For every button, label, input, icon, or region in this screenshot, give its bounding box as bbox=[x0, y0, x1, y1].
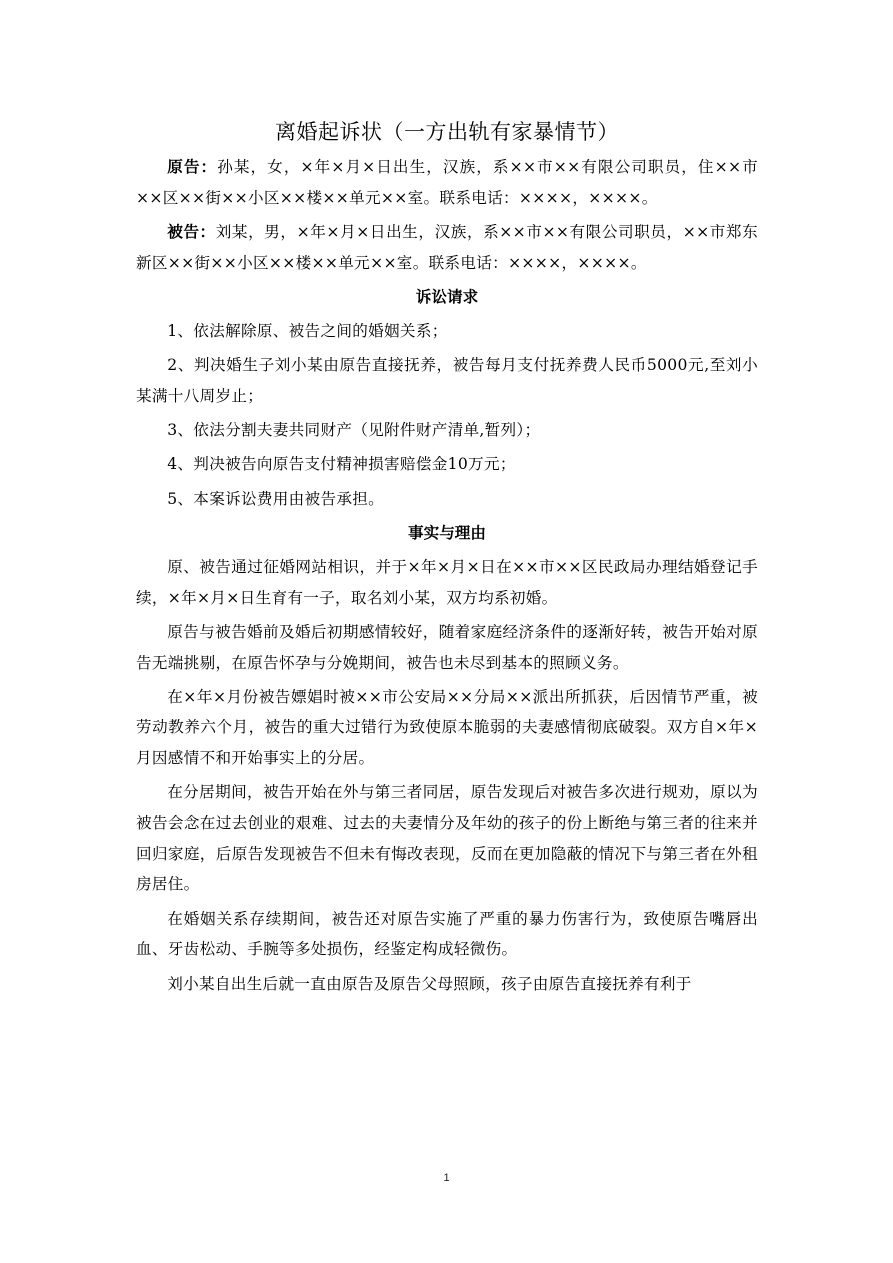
facts-paragraph: 在×年×月份被告嫖娼时被××市公安局××分局××派出所抓获，后因情节严重，被劳动教养六个月，被告的重大过错行为致使原本脆弱的夫妻感情彻底破裂。双方自×年×月因感情不和开始事实上的分居。 bbox=[136, 687, 758, 768]
claim-item: 3、依法分割夫妻共同财产（见附件财产清单,暂列）； bbox=[167, 421, 541, 440]
claim-item: 2、判决婚生子刘小某由原告直接抚养，被告每月支付抚养费人民币5000元,至刘小某满十八周岁止； bbox=[136, 356, 758, 405]
document-title: 离婚起诉状（一方出轨有家暴情节） bbox=[275, 120, 619, 144]
defendant-label: 被告： bbox=[167, 222, 216, 241]
claim-item: 1、依法解除原、被告之间的婚姻关系； bbox=[167, 322, 448, 341]
document-body bbox=[136, 112, 758, 1003]
facts-heading: 事实与理由 bbox=[408, 523, 486, 542]
facts-paragraph: 原、被告通过征婚网站相识，并于×年×月×日在××市××区民政局办理结婚登记手续，×年×月×日生育有一子，取名刘小某，双方均系初婚。 bbox=[136, 557, 758, 607]
facts-paragraph: 在分居期间，被告开始在外与第三者同居，原告发现后对被告多次进行规劝，原以为被告会念在过去创业的艰难、过去的夫妻情分及年幼的孩子的份上断绝与第三者的往来并回归家庭，后原告发现被告不但未有悔改表现，反而在更加隐蔽的情况下与第三者在外租房居住。 bbox=[136, 783, 758, 894]
page-number: 1 bbox=[443, 1172, 450, 1184]
plaintiff-text: 孙某，女，×年×月×日出生，汉族，系××市××有限公司职员，住××市××区××街××小区××楼××单元××室。联系电话：××××，××××。 bbox=[136, 158, 758, 207]
plaintiff-label: 原告： bbox=[167, 158, 218, 176]
defendant-paragraph bbox=[136, 217, 758, 278]
claims-heading: 诉讼请求 bbox=[415, 287, 479, 306]
defendant-text: 刘某，男，×年×月×日出生，汉族，系××市××有限公司职员，××市郑东新区××街××小区××楼××单元××室。联系电话：××××，××××。 bbox=[136, 222, 758, 272]
claim-item: 5、本案诉讼费用由被告承担。 bbox=[167, 489, 385, 508]
facts-paragraph: 原告与被告婚前及婚后初期感情较好，随着家庭经济条件的逐渐好转，被告开始对原告无端挑剔，在原告怀孕与分娩期间，被告也未尽到基本的照顾义务。 bbox=[136, 622, 758, 672]
claim-item: 4、判决被告向原告支付精神损害赔偿金10万元； bbox=[167, 455, 516, 474]
facts-paragraph: 在婚姻关系存续期间，被告还对原告实施了严重的暴力伤害行为，致使原告嘴唇出血、牙齿松动、手腕等多处损伤，经鉴定构成轻微伤。 bbox=[136, 909, 758, 959]
facts-paragraph: 刘小某自出生后就一直由原告及原告父母照顾，孩子由原告直接抚养有利于 bbox=[167, 974, 692, 993]
plaintiff-paragraph bbox=[136, 152, 758, 213]
